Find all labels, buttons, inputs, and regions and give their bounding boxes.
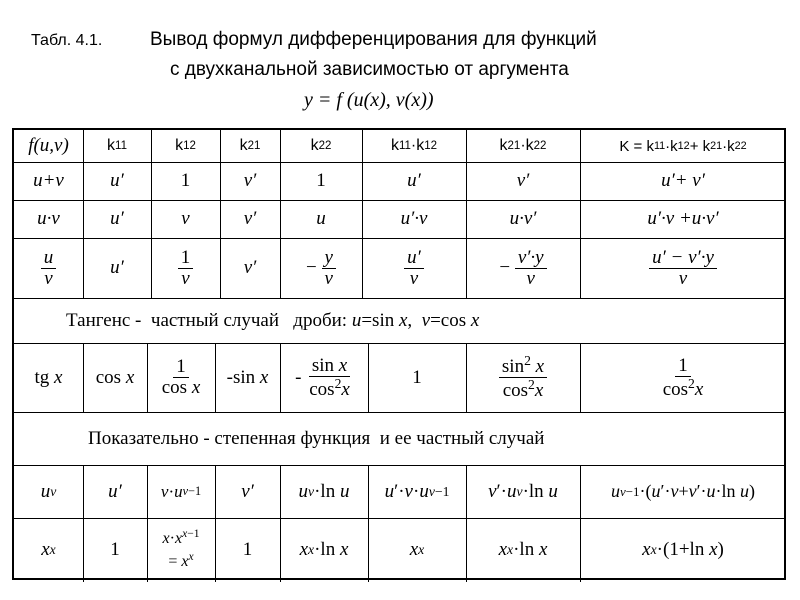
table-cell: 1: [242, 539, 253, 560]
table-cell: − $\frac{v'\cdot y}{v}$: [466, 238, 580, 298]
section-tangent: Тангенс - частный случай дроби: u =sin x , v =cos x: [66, 309, 480, 331]
table-cell: u v−1 ·( u ′· v + v ′· u ·ln u ): [610, 481, 756, 501]
header-cell-k21k22: k 21 ·k 22: [499, 137, 547, 154]
table-cell: v′: [243, 170, 257, 191]
table-cell: $\frac{u}{v}$: [14, 238, 83, 298]
table-cell: v′: [243, 208, 257, 229]
table-caption: Табл. 4.1.: [31, 32, 103, 49]
table-cell: 1: [180, 170, 191, 191]
table-cell: u·v′: [509, 208, 537, 229]
table-cell: cos x: [95, 366, 135, 388]
header-cell-k11k12: k 11 ·k 12: [390, 137, 438, 154]
table-cell: $\frac{1}{\text{cos x}}$: [161, 356, 201, 398]
table-cell: - $\frac{\text{sin x}}{\cos^2x}$: [295, 354, 350, 400]
table-cell: 1: [110, 539, 120, 560]
table-cell: u+v: [33, 170, 64, 191]
table-cell: v′: [243, 257, 257, 278]
table-cell: $\frac{\sin^2 x}{\cos^2x}$: [466, 343, 580, 412]
table-cell: $\frac{u' - v'\cdot y}{v}$: [580, 238, 786, 298]
table-cell: $\frac{1}{v}$: [151, 238, 220, 298]
table-cell: x x ·ln x: [299, 539, 349, 560]
table-cell: x x ·ln x: [498, 539, 548, 560]
section-power: Показательно - степенная функция и ее частный случай: [88, 427, 545, 449]
table-cell: u v: [40, 480, 57, 502]
header-cell-k12: k 12: [175, 137, 196, 154]
table-cell: u: [316, 208, 326, 229]
table-cell: 1: [316, 170, 326, 191]
title-formula: y = f (u(x), v(x)): [304, 89, 434, 111]
table-cell: tg x: [34, 366, 63, 388]
table-cell: $\frac{1}{\cos^2x}$: [662, 354, 704, 400]
table-cell: u′·v: [400, 208, 428, 229]
table-cell: v: [181, 208, 190, 229]
table-cell: v′: [516, 170, 530, 191]
header-cell-k11: k 11: [107, 137, 127, 154]
title-line-2: с двухканальной зависимостью от аргумента: [170, 59, 569, 80]
title-line-1: Вывод формул дифференцирования для функций: [150, 29, 597, 50]
table-cell: x x: [41, 539, 56, 560]
table-cell: u′: [110, 208, 124, 229]
header-cell-K: K = k 11 ·k 12 + k 21 ·k 22: [619, 137, 747, 155]
table-cell: $\frac{u'}{v}$: [362, 238, 466, 298]
header-cell-k22: k 22: [310, 137, 332, 154]
table-cell: -sin x: [226, 366, 269, 388]
table-cell: u′: [110, 257, 124, 278]
table-cell: $x\cdot x^{x-1}$ = $x^x$: [162, 528, 200, 570]
table-cell: 1: [412, 366, 422, 388]
header-cell-f: f(u,v): [28, 135, 69, 156]
table-cell: u′·v +u·v′: [647, 208, 719, 229]
table-cell: u′: [110, 170, 124, 191]
header-cell-k21: k 21: [239, 137, 261, 154]
table-cell: u′: [108, 480, 122, 502]
table-cell: u′+ v′: [661, 170, 705, 191]
table-cell: x x: [409, 539, 425, 560]
table-cell: u v ·ln u: [298, 480, 350, 502]
table-cell: v′: [241, 480, 254, 502]
table-cell: u ′· v · u v−1: [384, 480, 450, 502]
table-cell: u·v: [37, 208, 60, 229]
table-cell: x x ·(1+ln x ): [642, 539, 724, 560]
table-cell: v · u v−1: [160, 481, 202, 501]
table-cell: v ′· u v ·ln u: [488, 480, 558, 502]
table-cell: u′: [407, 170, 421, 191]
table-cell: − $\frac{y}{v}$: [280, 238, 362, 298]
derivative-table: [12, 128, 786, 580]
